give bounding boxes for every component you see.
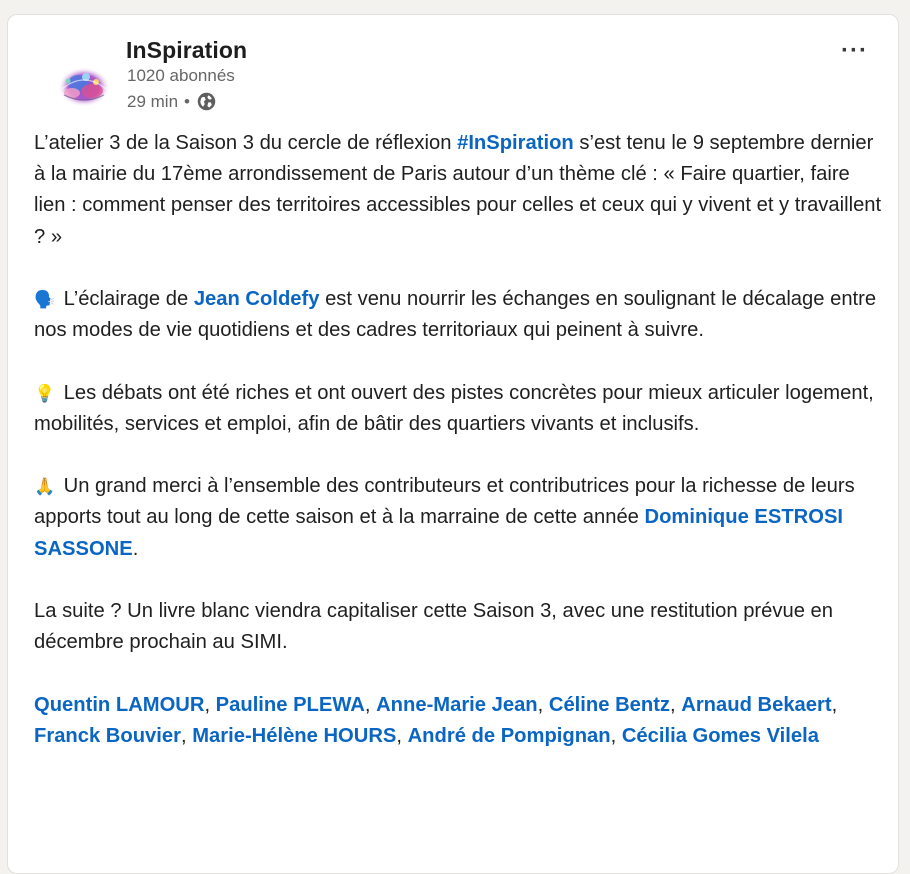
tagged-person-link[interactable]: Pauline PLEWA [215, 693, 365, 716]
tag-separator: , [610, 724, 622, 747]
folded-hands-icon: 🙏 [34, 477, 56, 497]
post-card [7, 14, 899, 874]
post-meta [127, 91, 217, 112]
speaking-head-icon: 🗣️ [34, 290, 56, 309]
text-segment: s’est tenu le 9 septembre dernier à la mairie du 17ème arrondissement de Paris autour d’un thème clé : « Faire quartier, faire lien : comment penser des territoires accessibles pour celles et ceux qui y vivent et y travaillent ? » [34, 132, 882, 248]
tagged-person-link[interactable]: Marie-Hélène HOURS [192, 724, 397, 747]
text-segment: Un grand merci à l’ensemble des contributeurs et contributrices pour la richesse de leurs apports tout au long de cette saison et à la marraine de cette année [34, 475, 855, 529]
paragraph-intro [34, 128, 884, 253]
paragraph-next: La suite ? Un livre blanc viendra capitaliser cette Saison 3, avec une restitution prévue en décembre prochain au SIMI. [34, 599, 833, 654]
author-name[interactable]: InSpiration [126, 37, 248, 63]
mention-link[interactable]: Dominique ESTROSI SASSONE [34, 506, 844, 560]
tag-separator: , [204, 693, 216, 716]
mention-link[interactable]: Jean Coldefy [193, 288, 320, 310]
more-options-button[interactable]: ··· [841, 37, 868, 64]
post-body [34, 128, 884, 783]
tag-separator: , [396, 724, 408, 747]
tagged-people-list [34, 690, 884, 752]
hashtag-link[interactable]: #InSpiration [457, 132, 574, 154]
paragraph-thanks [34, 471, 884, 565]
tagged-person-link[interactable]: Anne-Marie Jean [376, 693, 538, 716]
tagged-person-link[interactable]: Franck Bouvier [34, 724, 181, 747]
tagged-person-link[interactable]: Cécilia Gomes Vilela [621, 724, 819, 747]
tag-separator: , [537, 693, 549, 716]
globe-icon [196, 91, 217, 112]
paragraph-debates [34, 378, 884, 440]
tagged-person-link[interactable]: André de Pompignan [407, 724, 611, 747]
lightbulb-icon: 💡 [34, 383, 56, 403]
paragraph-speaker [34, 284, 884, 346]
tagged-person-link[interactable]: Céline Bentz [548, 693, 671, 716]
company-logo-avatar[interactable] [48, 49, 120, 121]
tag-separator: , [670, 693, 682, 716]
text-segment: Les débats ont été riches et ont ouvert des pistes concrètes pour mieux articuler logement, mobilités, services et emploi, afin de bâtir des quartiers vivants et inclusifs. [34, 381, 874, 435]
follower-count: 1020 abonnés [127, 66, 235, 85]
tagged-person-link[interactable]: Arnaud Bekaert [681, 693, 832, 716]
tag-separator: , [364, 693, 377, 716]
tag-separator: , [180, 724, 193, 747]
text-segment: L’éclairage de [58, 288, 194, 310]
text-segment: L’atelier 3 de la Saison 3 du cercle de réflexion [34, 132, 458, 154]
tagged-person-link[interactable]: Quentin LAMOUR [34, 693, 205, 716]
text-segment: . [132, 537, 139, 560]
post-time: 29 min [127, 91, 179, 111]
tag-separator: , [831, 693, 838, 716]
text-segment: est venu nourrir les échanges en soulignant le décalage entre nos modes de vie quotidiens et des cadres territoriaux qui peinent à suivre. [34, 288, 877, 342]
meta-separator: • [184, 91, 190, 111]
